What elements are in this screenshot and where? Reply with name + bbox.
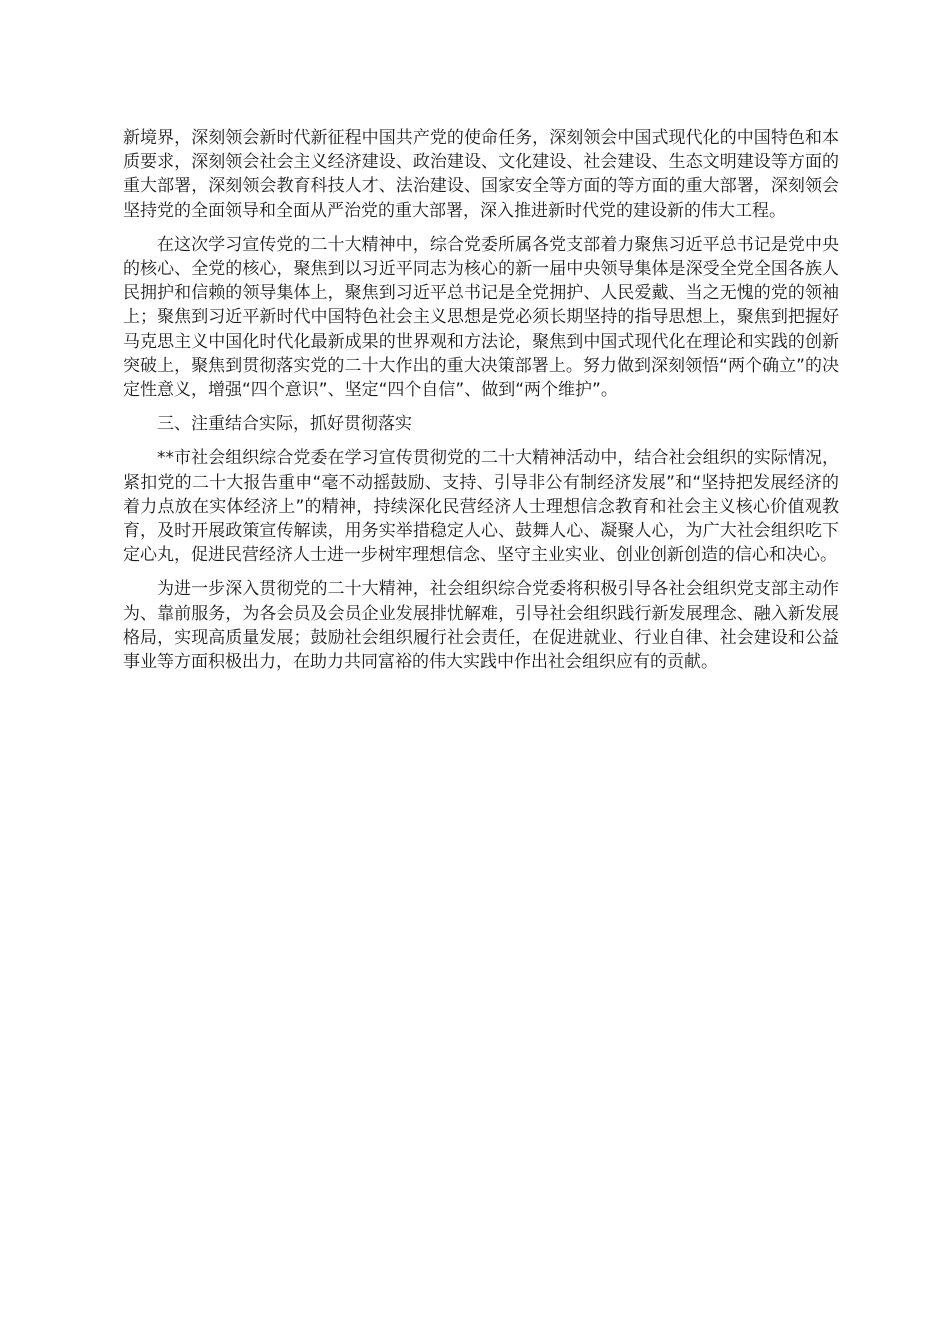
paragraph-implementation: 为进一步深入贯彻党的二十大精神，社会组织综合党委将积极引导各社会组织党支部主动作为、靠前服务，为各会员及会员企业发展排忧解难，引导社会组织践行新发展理念、融入新发展格局，实现高质量发展；鼓励社会组织履行社会责任，在促进就业、行业自律、社会建设和公益事业等方面积极出力，在助力共同富裕的伟大实践中作出社会组织应有的贡献。 [123, 579, 839, 673]
section-heading: 三、注重结合实际，抓好贯彻落实 [157, 414, 412, 435]
document-body [123, 126, 839, 684]
paragraph-focus: 在这次学习宣传党的二十大精神中，综合党委所属各党支部着力聚焦习近平总书记是党中央的核心、全党的核心，聚焦到以习近平同志为核心的新一届中央领导集体是深受全党全国各族人民拥护和信赖的领导集体上，聚焦到习近平总书记是全党拥护、人民爱戴、当之无愧的党的领袖上；聚焦到习近平新时代中国特色社会主义思想是党必须长期坚持的指导思想上，聚焦到把握好马克思主义中国化时代化最新成果的世界观和方法论，聚焦到中国式现代化在理论和实践的创新突破上，聚焦到贯彻落实党的二十大作出的重大决策部署上。努力做到深刻领悟“两个确立”的决定性意义，增强“四个意识”、坚定“四个自信”、做到“两个维护”。 [123, 234, 839, 401]
paragraph-practice: **市社会组织综合党委在学习宣传贯彻党的二十大精神活动中，结合社会组织的实际情况，紧扣党的二十大报告重申“毫不动摇鼓励、支持、引导非公有制经济发展”和“坚持把发展经济的着力点放在实体经济上”的精神，持续深化民营经济人士理想信念教育和社会主义核心价值观教育，及时开展政策宣传解读，用务实举措稳定人心、鼓舞人心、凝聚人心，为广大社会组织吃下定心丸，促进民营经济人士进一步树牢理想信念、坚守主业实业、创业创新创造的信心和决心。 [123, 448, 839, 566]
paragraph-continuation: 新境界，深刻领会新时代新征程中国共产党的使命任务，深刻领会中国式现代化的中国特色和本质要求，深刻领会社会主义经济建设、政治建设、文化建设、社会建设、生态文明建设等方面的重大部署，深刻领会教育科技人才、法治建设、国家安全等方面的等方面的重大部署，深刻领会坚持党的全面领导和全面从严治党的重大部署，深入推进新时代党的建设新的伟大工程。 [123, 128, 839, 221]
